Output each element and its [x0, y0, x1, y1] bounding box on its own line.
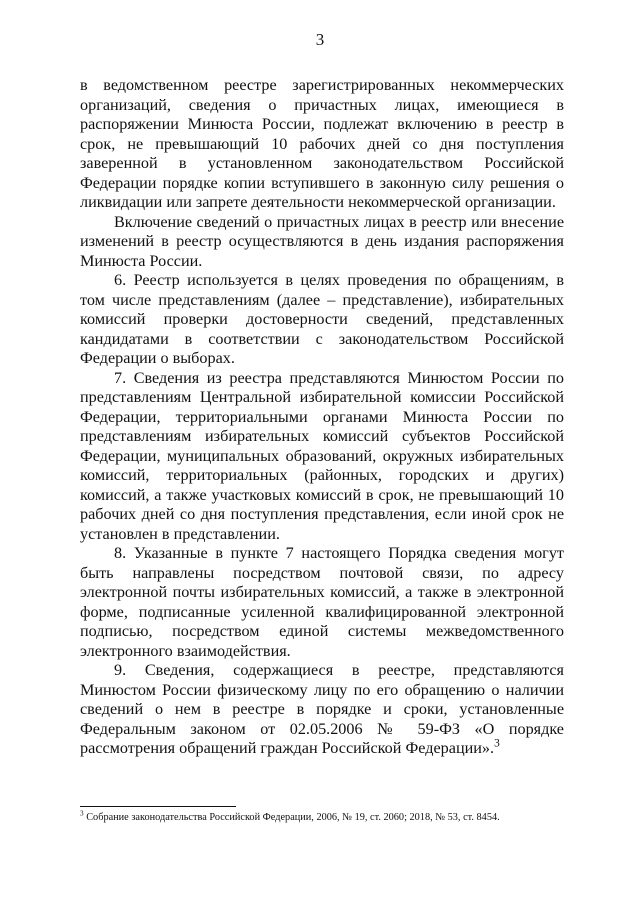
paragraph-item-8: 8. Указанные в пункте 7 настоящего Порядка сведения могут быть направлены посредством почтовой связи, по адресу электронной почты избирательных комиссий, а также в электронной форме, подписанные усиленной квалифицированной электронной подписью, посредством единой системы межведомственного электронного взаимодействия.	[80, 544, 564, 660]
paragraph-item-9	[80, 661, 564, 759]
paragraph-item-6: 6. Реестр используется в целях проведения по обращениям, в том числе представлениям (далее – представление), избирательных комиссий проверки достоверности сведений, представленных кандидатами в соответствии с законодательством Российской Федерации о выборах.	[80, 271, 564, 367]
paragraph-continuation: в ведомственном реестре зарегистрированных некоммерческих организаций, сведения о причастных лицах, имеющиеся в распоряжении Минюста России, подлежат включению в реестр в срок, не превышающий 10 рабочих дней со дня поступления заверенной в установленном законодательством Российской Федерации порядке копии вступившего в законную силу решения о ликвидации или запрете деятельности некоммерческой организации.	[80, 76, 564, 211]
paragraph-registry-inclusion: Включение сведений о причастных лицах в реестр или внесение изменений в реестр осуществляются в день издания распоряжения Минюста России.	[80, 212, 564, 270]
paragraph-item-9-text: 9. Сведения, содержащиеся в реестре, представляются Минюстом России физическому лицу по его обращению о наличии сведений о нем в реестре в порядке и сроки, установленные Федеральным законом от 02.05.2006 № 59-ФЗ «О порядке рассмотрения обращений граждан Российской Федерации».	[80, 661, 564, 757]
footnote-text: Собрание законодательства Российской Федерации, 2006, № 19, ст. 2060; 2018, № 53, ст. 8454.	[86, 812, 500, 823]
footnote-marker: 3	[80, 809, 84, 818]
document-body	[80, 76, 564, 759]
footnote	[80, 811, 564, 824]
footnote-reference: 3	[494, 737, 500, 750]
page-number: 3	[315, 30, 325, 49]
footnote-divider	[80, 806, 236, 807]
paragraph-item-7: 7. Сведения из реестра представляются Минюстом России по представлениям Центральной избирательной комиссии Российской Федерации, территориальными органами Минюста России по представлениям избирательных комиссий субъектов Российской Федерации, муниципальных образований, окружных избирательных комиссий, территориальных (районных, городских и других) комиссий, а также участковых комиссий в срок, не превышающий 10 рабочих дней со дня поступления представления, если иной срок не установлен в представлении.	[80, 368, 564, 543]
